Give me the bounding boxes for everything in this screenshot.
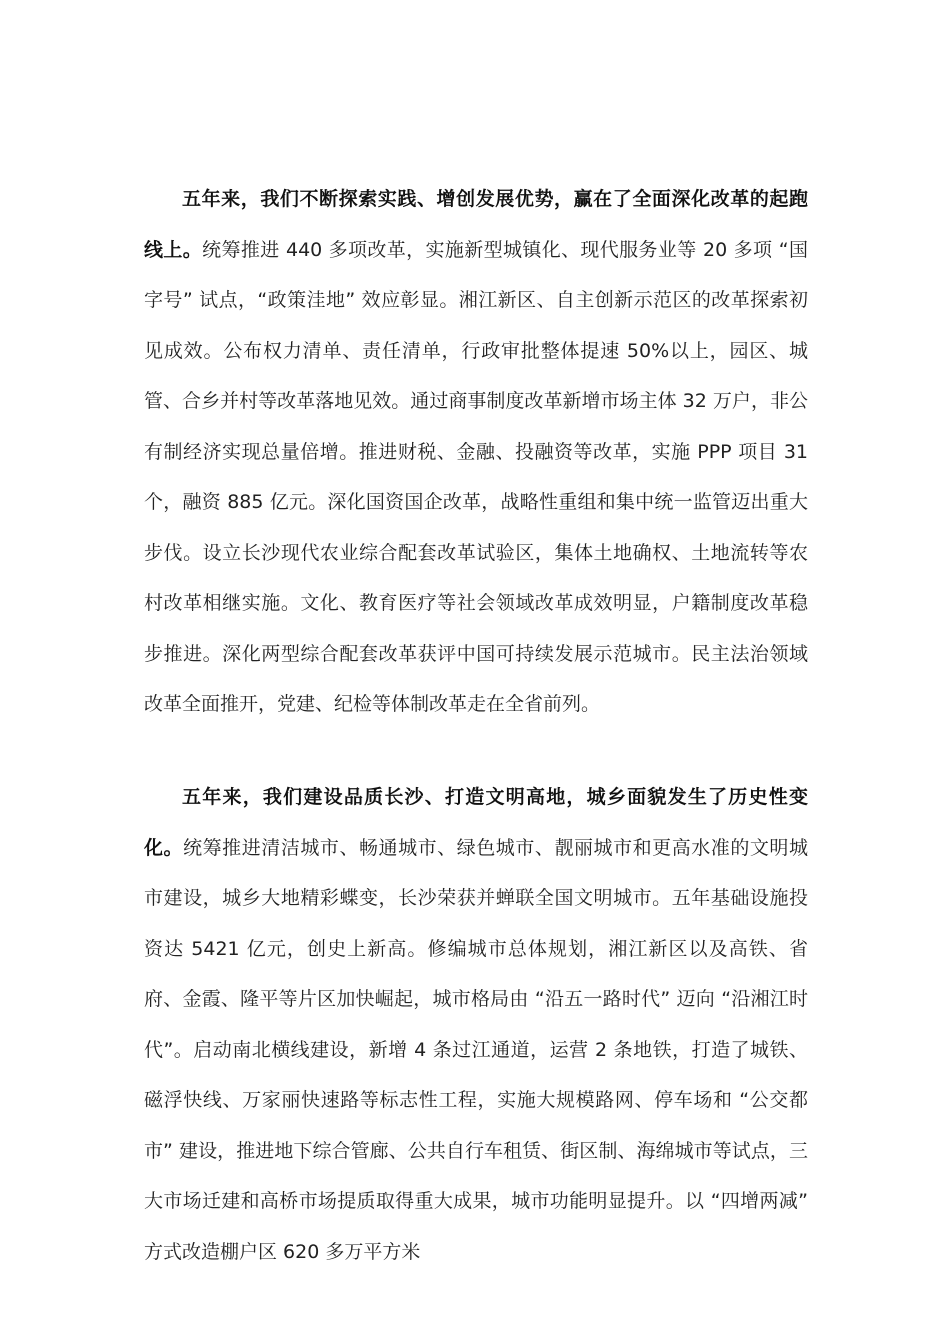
- paragraph-body: 统筹推进 440 多项改革，实施新型城镇化、现代服务业等 20 多项 “国字号” 试点，“政策洼地” 效应彰显。湘江新区、自主创新示范区的改革探索初见成效。公布权力清单、责任清单，行政审批整体提速 50%以上，园区、城管、合乡并村等改革落地见效。通过商事制度改革新增市场主体 32 万户，非公有制经济实现总量倍增。推进财税、金融、投融资等改革，实施 PPP 项目 31 个，融资 885 亿元。深化国资国企改革，战略性重组和集中统一监管迈出重大步伐。设立长沙现代农业综合配套改革试验区，集体土地确权、土地流转等农村改革相继实施。文化、教育医疗等社会领域改革成效明显，户籍制度改革稳步推进。深化两型综合配套改革获评中国可持续发展示范城市。民主法治领域改革全面推开，党建、纪检等体制改革走在全省前列。: [144, 238, 808, 715]
- paragraph-lead: 五年来，我们不断探索实践、增创发展优势，赢在了全面深化改革的起跑线上。: [144, 188, 808, 261]
- paragraph-lead: 五年来，我们建设品质长沙、打造文明高地，城乡面貌发生了历史性变化。: [144, 786, 808, 859]
- paragraph-city-construction: [144, 772, 808, 1277]
- paragraph-body: 统筹推进清洁城市、畅通城市、绿色城市、靓丽城市和更高水准的文明城市建设，城乡大地精彩蝶变，长沙荣获并蝉联全国文明城市。五年基础设施投资达 5421 亿元，创史上新高。修编城市总体规划，湘江新区以及高铁、省府、金霞、隆平等片区加快崛起，城市格局由 “沿五一路时代” 迈向 “沿湘江时代”。启动南北横线建设，新增 4 条过江通道，运营 2 条地铁，打造了城铁、磁浮快线、万家丽快速路等标志性工程，实施大规模路网、停车场和 “公交都市” 建设，推进地下综合管廊、公共自行车租赁、街区制、海绵城市等试点，三大市场迁建和高桥市场提质取得重大成果，城市功能明显提升。以 “四增两减” 方式改造棚户区 620 多万平方米: [144, 836, 808, 1263]
- paragraph-reform: [144, 174, 808, 730]
